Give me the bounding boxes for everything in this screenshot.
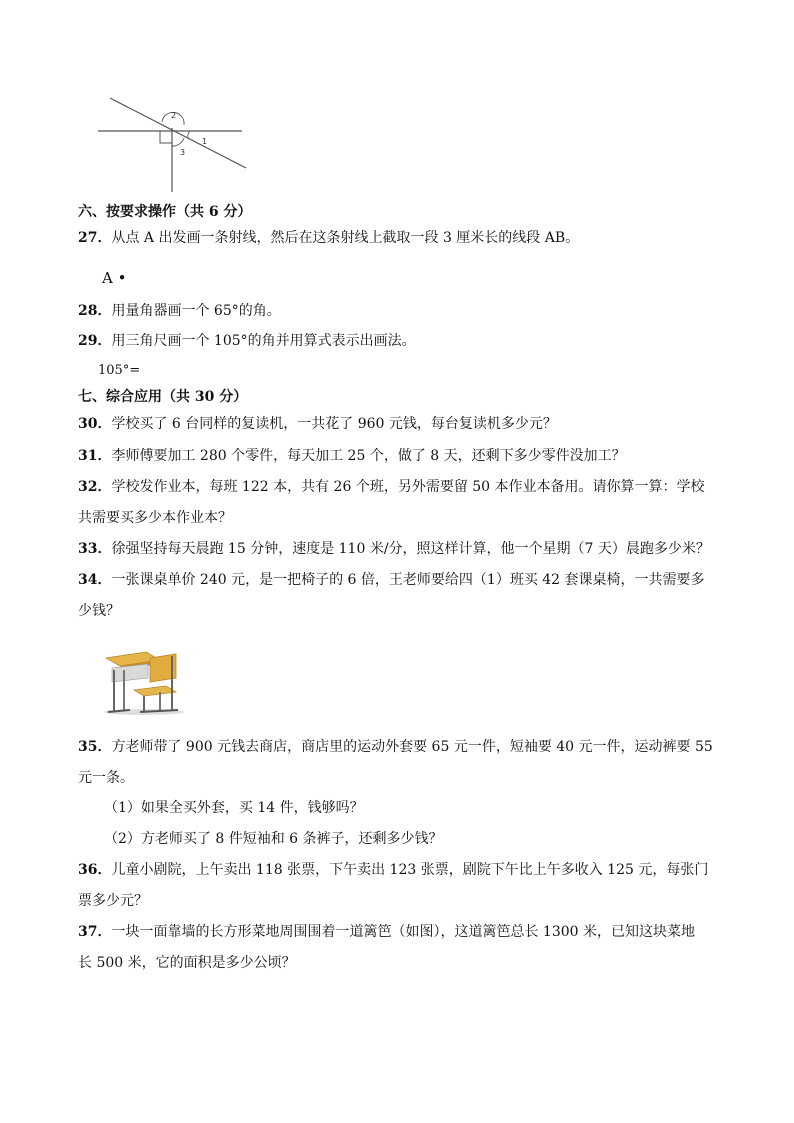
question-35-part-1: （1）如果全买外套，买 14 件，钱够吗？ xyxy=(104,800,364,816)
angle-label-2: 2 xyxy=(171,111,177,120)
question-37-continuation: 长 500 米，它的面积是多少公顷？ xyxy=(78,955,296,971)
question-text: 李师傅要加工 280 个零件，每天加工 25 个，做了 8 天，还剩下多少零件没加工？ xyxy=(111,448,626,464)
question-number: 27． xyxy=(78,230,112,246)
angle-label-3: 3 xyxy=(180,148,186,157)
section-7-title: 七、综合应用（共 30 分） xyxy=(78,389,248,405)
point-a: A • xyxy=(102,269,127,287)
question-31 xyxy=(78,446,626,466)
question-30 xyxy=(78,414,557,434)
question-number: 31． xyxy=(78,448,112,464)
question-number: 33． xyxy=(78,541,112,557)
section-6-title: 六、按要求操作（共 6 分） xyxy=(78,204,252,220)
answer-formula: 105°= xyxy=(98,363,141,378)
question-text: 用量角器画一个 65°的角。 xyxy=(111,303,281,319)
angle-label-1: 1 xyxy=(202,137,208,146)
question-34 xyxy=(78,570,705,590)
question-32-continuation: 共需要买多少本作业本？ xyxy=(78,510,232,526)
question-number: 32． xyxy=(78,479,112,495)
question-27 xyxy=(78,228,579,248)
question-number: 28． xyxy=(78,303,112,319)
right-angle-mark xyxy=(160,131,172,143)
question-32 xyxy=(78,477,705,497)
question-35-part-2: （2）方老师买了 8 件短袖和 6 条裤子，还剩多少钱？ xyxy=(104,831,443,847)
question-number: 30． xyxy=(78,416,112,432)
angle-1-arc xyxy=(188,131,190,138)
question-number: 34． xyxy=(78,572,112,588)
angle-figure xyxy=(94,92,250,196)
question-37 xyxy=(78,922,695,942)
desk-chair-image xyxy=(100,644,184,716)
question-36 xyxy=(78,860,708,880)
angle-3-arc xyxy=(172,138,184,146)
question-number: 35． xyxy=(78,739,112,755)
question-33 xyxy=(78,539,710,559)
question-number: 37． xyxy=(78,924,112,940)
question-text: 学校发作业本，每班 122 本，共有 26 个班，另外需要留 50 本作业本备用。请你算一算：学校 xyxy=(111,479,705,495)
diagonal-line xyxy=(110,98,246,168)
question-35 xyxy=(78,737,713,757)
question-text: 学校买了 6 台同样的复读机，一共花了 960 元钱，每台复读机多少元？ xyxy=(111,416,557,432)
question-text: 方老师带了 900 元钱去商店，商店里的运动外套要 65 元一件，短袖要 40 元一件，运动裤要 55 xyxy=(111,739,713,755)
question-35-continuation: 元一条。 xyxy=(78,770,134,786)
question-number: 36． xyxy=(78,862,112,878)
question-text: 一块一面靠墙的长方形菜地周围围着一道篱笆（如图），这道篱笆总长 1300 米，已知这块菜地 xyxy=(111,924,696,940)
question-text: 一张课桌单价 240 元，是一把椅子的 6 倍，王老师要给四（1）班买 42 套课桌椅，一共需要多 xyxy=(111,572,705,588)
question-34-continuation: 少钱？ xyxy=(78,603,120,619)
question-text: 徐强坚持每天晨跑 15 分钟，速度是 110 米/分，照这样计算，他一个星期（7 天）晨跑多少米？ xyxy=(111,541,710,557)
question-text: 用三角尺画一个 105°的角并用算式表示出画法。 xyxy=(111,333,416,349)
question-text: 儿童小剧院，上午卖出 118 张票，下午卖出 123 张票，剧院下午比上午多收入 125 元，每张门 xyxy=(111,862,709,878)
question-36-continuation: 票多少元？ xyxy=(78,893,148,909)
question-28 xyxy=(78,301,281,321)
question-text: 从点 A 出发画一条射线，然后在这条射线上截取一段 3 厘米长的线段 AB。 xyxy=(111,230,580,246)
question-29 xyxy=(78,331,416,351)
question-number: 29． xyxy=(78,333,112,349)
